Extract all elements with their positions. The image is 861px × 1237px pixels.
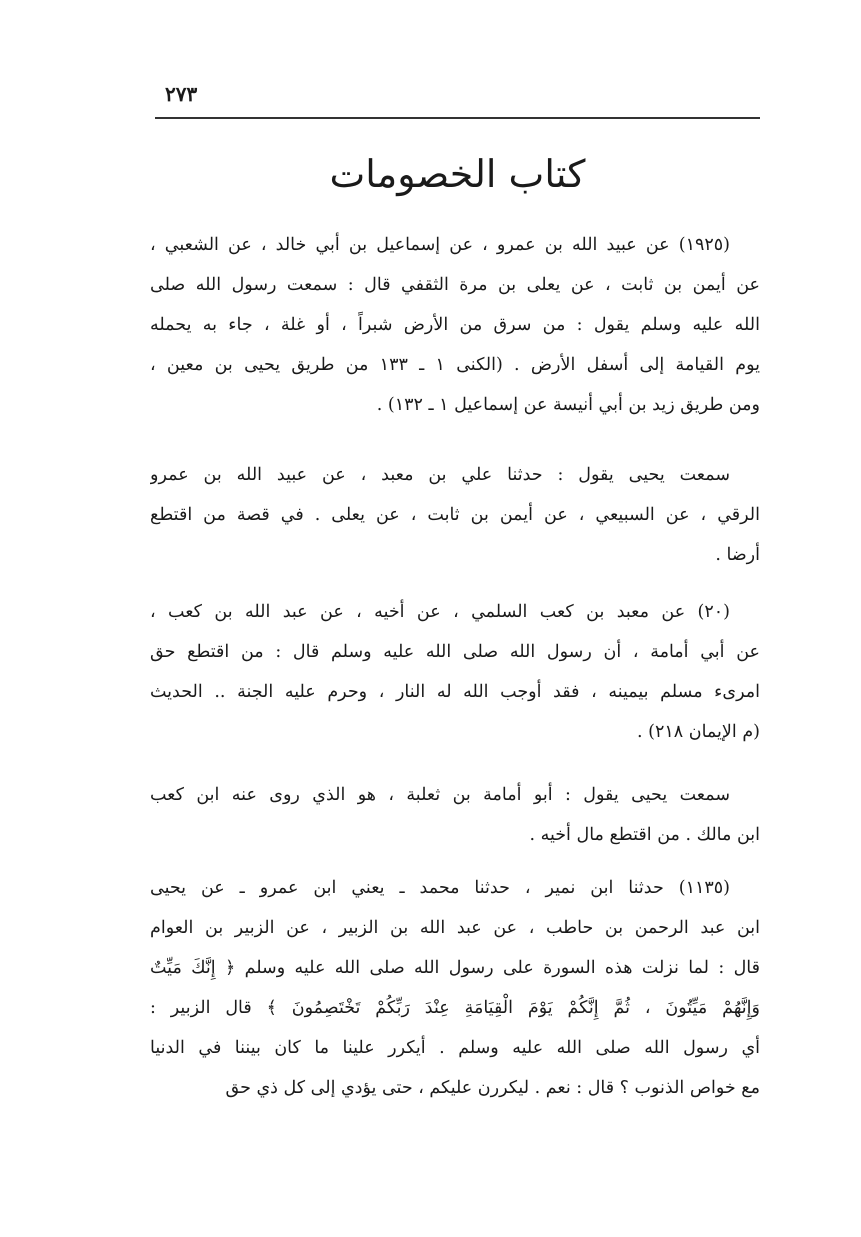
text-line: ابن مالك . من اقتطع مال أخيه . — [529, 825, 760, 845]
text-line: أي رسول الله صلى الله عليه وسلم . أيكرر علينا ما كان بيننا في الدنيا — [150, 1038, 760, 1058]
header-rule — [155, 117, 760, 119]
text-line: أرضا . — [715, 545, 760, 565]
text-line: (٢٠) عن معبد بن كعب السلمي ، عن أخيه ، عن عبد الله بن كعب ، — [150, 602, 730, 622]
text-line: ومن طريق زيد بن أبي أنيسة عن إسماعيل ١ ـ ١٣٢) . — [376, 395, 760, 415]
paragraph-4 — [150, 775, 760, 855]
text-line: (١١٣٥) حدثنا ابن نمير ، حدثنا محمد ـ يعني ابن عمرو ـ عن يحيى — [150, 878, 730, 898]
paragraph-3 — [150, 592, 760, 752]
text-line: امرىء مسلم بيمينه ، فقد أوجب الله له النار ، وحرم عليه الجنة .. الحديث — [150, 682, 760, 702]
paragraph-5 — [150, 868, 760, 1108]
text-line: الله عليه وسلم يقول : من سرق من الأرض شبراً ، أو غلة ، جاء به يحمله — [150, 315, 760, 335]
text-line: ابن عبد الرحمن بن حاطب ، عن عبد الله بن الزبير ، عن الزبير بن العوام — [150, 918, 760, 938]
text-line: عن أبي أمامة ، أن رسول الله صلى الله عليه وسلم قال : من اقتطع حق — [150, 642, 760, 662]
paragraph-1 — [150, 225, 760, 425]
text-line: (م الإيمان ٢١٨) . — [637, 722, 760, 742]
text-line: وَإِنَّهُمْ مَيِّتُونَ ، ثُمَّ إِنَّكُمْ يَوْمَ الْقِيَامَةِ عِنْدَ رَبِّكُمْ تَخْتَصِمُونَ ﴾ قال الزبير : — [150, 998, 760, 1018]
paragraph-2 — [150, 455, 760, 575]
text-line: سمعت يحيى يقول : أبو أمامة بن ثعلبة ، هو الذي روى عنه ابن كعب — [150, 785, 730, 805]
text-line: الرقي ، عن السبيعي ، عن أيمن بن ثابت ، عن يعلى . في قصة من اقتطع — [150, 505, 760, 525]
text-line: (١٩٢٥) عن عبيد الله بن عمرو ، عن إسماعيل بن أبي خالد ، عن الشعبي ، — [150, 235, 730, 255]
text-line: مع خواص الذنوب ؟ قال : نعم . ليكررن عليكم ، حتى يؤدي إلى كل ذي حق — [225, 1078, 760, 1098]
text-line: عن أيمن بن ثابت ، عن يعلى بن مرة الثقفي قال : سمعت رسول الله صلى — [150, 275, 760, 295]
text-line: قال : لما نزلت هذه السورة على رسول الله صلى الله عليه وسلم ﴿ إِنَّكَ مَيِّتٌ — [150, 958, 760, 978]
chapter-title: كتاب الخصومات — [329, 152, 586, 196]
text-line: سمعت يحيى يقول : حدثنا علي بن معبد ، عن عبيد الله بن عمرو — [150, 465, 730, 485]
page-number: ٢٧٣ — [165, 82, 198, 106]
text-line: يوم القيامة إلى أسفل الأرض . (الكنى ١ ـ ١٣٣ من طريق يحيى بن معين ، — [150, 355, 760, 375]
